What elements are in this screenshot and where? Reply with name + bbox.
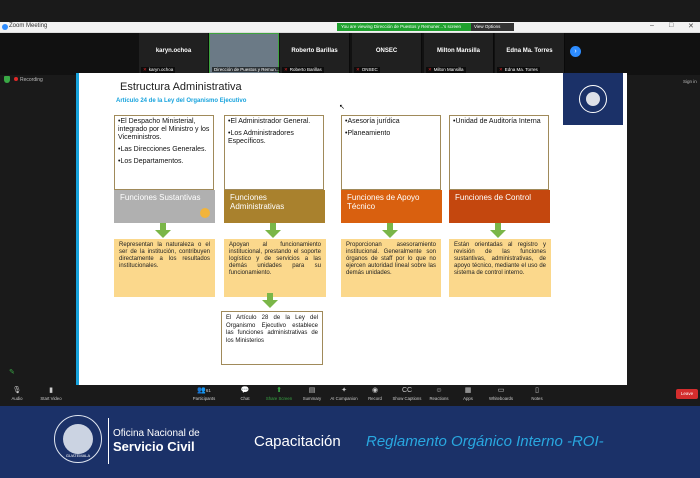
pointer-dot <box>200 208 210 218</box>
participant-label: ✕ ONSEC <box>356 67 378 72</box>
participant-label: ✕ Milton Mansilla <box>428 67 464 72</box>
heading-control: Funciones de Control <box>449 190 550 223</box>
start-video-button[interactable]: ▮ Start Video <box>34 386 68 405</box>
participant-label: ✕ karyn.ochoa <box>143 67 174 72</box>
leave-button[interactable]: Leave <box>676 389 698 399</box>
shield-icon[interactable] <box>4 76 10 83</box>
participant-name: karyn.ochoa <box>155 48 192 54</box>
column-box-administrativas: •El Administrador General. •Los Administradores Específicos. <box>224 115 324 190</box>
annotate-pencil-icon[interactable]: ✎ <box>9 369 15 376</box>
participant-name: ONSEC <box>375 48 398 54</box>
muted-mic-icon: ✕ <box>143 67 147 72</box>
slide-title: Estructura Administrativa <box>120 81 242 93</box>
heading-administrativas: Funciones Administrativas <box>224 190 325 223</box>
participants-button[interactable]: 👥61 Participants <box>187 386 221 405</box>
record-button[interactable]: ◉ Record <box>358 386 392 405</box>
summary-button[interactable]: ▤ Summary <box>295 386 329 405</box>
mic-icon: 🎙 <box>12 387 22 394</box>
training-subject: Reglamento Orgánico Interno -ROI- <box>366 433 604 450</box>
participant-label: ✕ Edna Ma. Torres <box>499 67 538 72</box>
divider <box>108 418 109 464</box>
share-screen-button[interactable]: ⬆ Share Screen <box>262 386 296 405</box>
ai-companion-button[interactable]: ✦ AI Companion <box>327 386 361 405</box>
video-tile[interactable] <box>139 33 209 75</box>
apps-icon: ▦ <box>464 387 472 394</box>
audio-button[interactable]: 🎙 Audio <box>0 386 34 405</box>
heading-sustantivas: Funciones Sustantivas <box>114 190 215 223</box>
captions-icon: CC <box>401 387 413 394</box>
window-title: Zoom Meeting <box>9 23 48 29</box>
training-label: Capacitación <box>254 433 341 450</box>
reactions-button[interactable]: ☺ Reactions <box>422 386 456 405</box>
apps-button[interactable]: ▦ Apps <box>451 386 485 405</box>
muted-mic-icon: ✕ <box>428 67 432 72</box>
maximize-icon[interactable]: □ <box>669 22 674 29</box>
down-arrow-icon <box>262 293 278 307</box>
notes-icon: ▯ <box>535 387 539 394</box>
onsec-logo <box>563 73 623 125</box>
record-dot-icon <box>14 77 18 81</box>
participant-name: Roberto Barillas <box>291 48 338 54</box>
shared-slide <box>76 73 627 385</box>
recording-indicator: Recording <box>14 77 43 83</box>
muted-mic-icon: ✕ <box>499 67 503 72</box>
muted-mic-icon: ✕ <box>356 67 360 72</box>
ai-companion-icon: ✦ <box>341 387 347 394</box>
video-tile-active-speaker[interactable] <box>209 33 279 75</box>
show-captions-button[interactable]: CC Show Captions <box>390 386 424 405</box>
description-sustantivas: Representan la naturaleza o el ser de la institución, contribuyen directamente a los resultados institucionales. <box>114 239 215 297</box>
video-off-icon: ▮ <box>49 387 53 394</box>
org-name-line2: Servicio Civil <box>113 439 195 454</box>
training-banner <box>0 406 700 478</box>
org-name-line1: Oficina Nacional de <box>113 428 200 439</box>
column-box-control: •Unidad de Auditoría Interna <box>449 115 549 190</box>
chat-icon: 💬 <box>240 387 250 394</box>
mouse-cursor-icon: ↖ <box>339 104 345 111</box>
sign-in-link[interactable]: Sign in <box>683 79 697 84</box>
participant-name: Milton Mansilla <box>436 48 480 54</box>
participant-name: Edna Ma. Torres <box>506 48 553 54</box>
video-strip <box>0 33 700 75</box>
column-box-apoyo-tecnico: •Asesoría jurídica •Planeamiento <box>341 115 441 190</box>
slide-subtitle: Artículo 24 de la Ley del Organismo Ejecutivo <box>116 98 247 104</box>
zoom-app-icon <box>2 24 8 30</box>
participants-icon: 👥61 <box>197 387 211 394</box>
whiteboards-icon: ▭ <box>497 387 505 394</box>
article-28-box: El Artículo 28 de la Ley del Organismo Ejecutivo establece las funciones administrativas de los Ministerios <box>221 311 323 365</box>
record-icon: ◉ <box>371 387 379 394</box>
down-arrow-icon <box>382 223 398 237</box>
down-arrow-icon <box>490 223 506 237</box>
participant-label: ✕ Roberto Barillas <box>284 67 322 72</box>
title-bar <box>0 22 700 33</box>
description-control: Están orientadas al registro y revisión de las funciones sustantivas, administrativas, de apoyo técnico, mediante el uso de sistema de control interno. <box>449 239 551 297</box>
share-screen-icon: ⬆ <box>276 387 282 394</box>
guatemala-seal-icon: GUATEMALA <box>54 415 102 463</box>
view-options-button[interactable]: View Options <box>471 23 514 31</box>
description-apoyo-tecnico: Proporcionan asesoramiento institucional. Generalmente son órganos de staff por lo que no ejercen autoridad lineal sobre las demás unidades. <box>341 239 441 297</box>
reactions-icon: ☺ <box>435 387 443 394</box>
muted-mic-icon: ✕ <box>284 67 288 72</box>
next-page-arrow-icon[interactable]: › <box>570 46 581 57</box>
whiteboards-button[interactable]: ▭ Whiteboards <box>484 386 518 405</box>
participant-label: Dirección de Puestos y Remun... <box>214 67 280 72</box>
notes-button[interactable]: ▯ Notes <box>520 386 554 405</box>
viewing-banner: You are viewing Dirección de Puestos y Remuner...'s screen <box>337 23 471 31</box>
down-arrow-icon <box>265 223 281 237</box>
meeting-toolbar <box>0 385 700 406</box>
slide-accent-bar <box>76 73 79 385</box>
video-tile[interactable] <box>280 33 350 75</box>
video-tile[interactable] <box>495 33 565 75</box>
chat-button[interactable]: 💬 Chat <box>228 386 262 405</box>
description-administrativas: Apoyan al funcionamiento institucional, prestando el soporte logístico y de servicios a las demás unidades para su funcionamiento. <box>224 239 326 297</box>
heading-apoyo-tecnico: Funciones de Apoyo Técnico <box>341 190 442 223</box>
video-tile[interactable] <box>424 33 494 75</box>
column-box-sustantivas: •El Despacho Ministerial, integrado por el Ministro y los Viceministros. •Las Direcciones Generales. •Los Departamentos. <box>114 115 214 190</box>
close-icon[interactable]: ✕ <box>688 23 694 30</box>
minimize-icon[interactable]: – <box>650 22 654 29</box>
seal-icon <box>579 85 607 113</box>
down-arrow-icon <box>155 223 171 237</box>
summary-icon: ▤ <box>308 387 316 394</box>
video-tile[interactable] <box>352 33 422 75</box>
